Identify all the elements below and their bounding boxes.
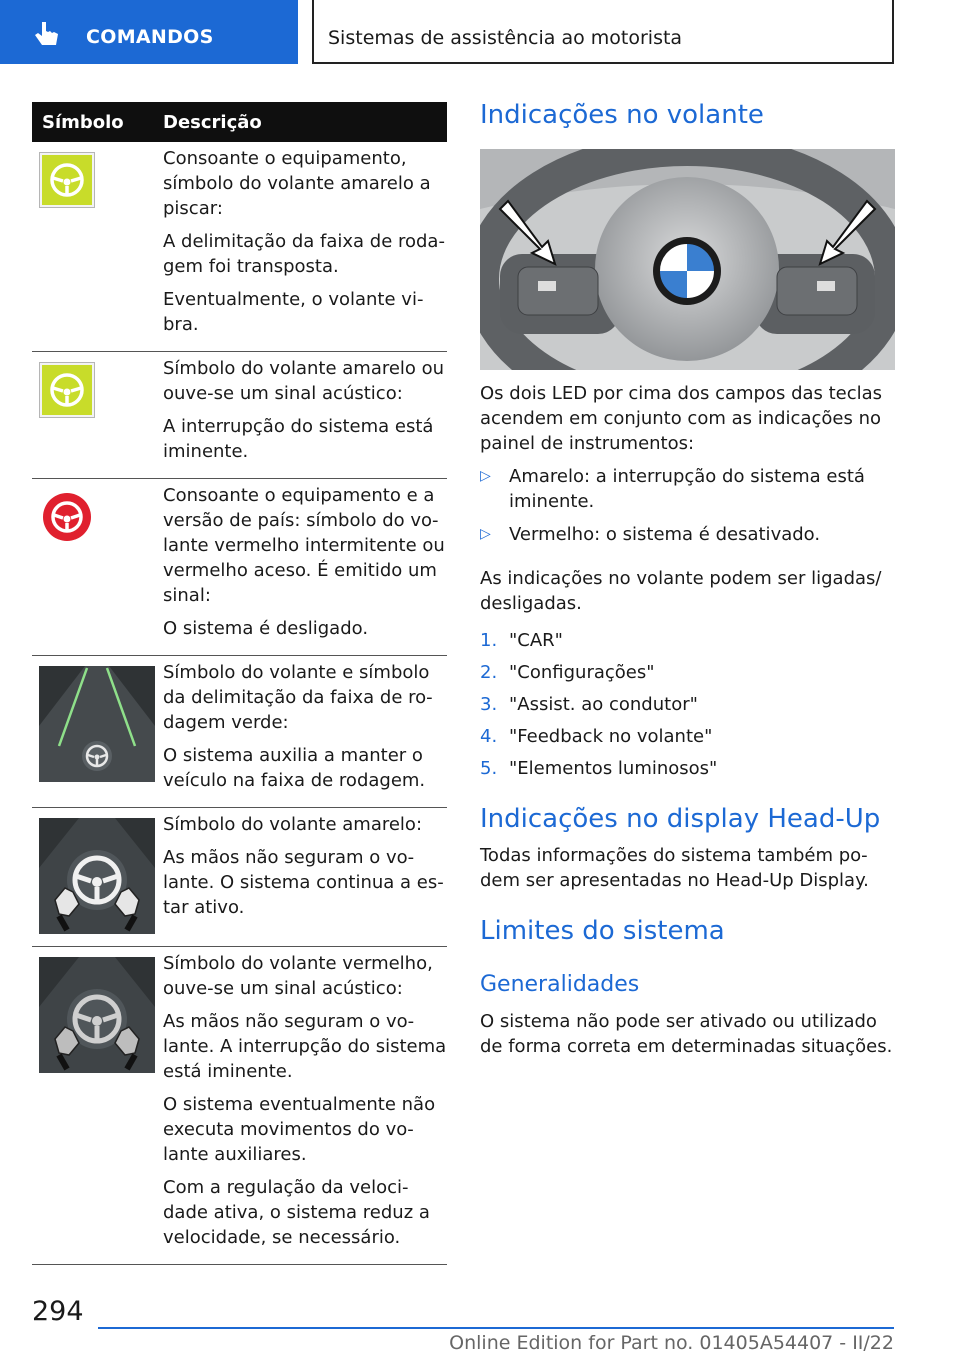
list-item <box>480 724 927 749</box>
row-text: Consoante o equipamento e a versão de país: símbolo do vo‐lante vermelho intermitente ou vermelho aceso. É emitido um sinal: <box>163 485 445 606</box>
col-description-header: Descrição <box>163 112 262 133</box>
section-header <box>312 0 894 64</box>
list-item <box>480 692 927 717</box>
row-text: O sistema é desligado. <box>163 618 369 639</box>
row-text: O sistema eventualmente não executa movimentos do vo‐lante auxiliares. <box>163 1094 436 1165</box>
table-row <box>32 142 447 352</box>
list-item <box>480 522 927 547</box>
toggle-paragraph: As indicações no volante podem ser ligadas/ desligadas. <box>480 568 882 614</box>
table-row <box>32 352 447 479</box>
hands-off-wheel-yellow-icon <box>39 818 155 934</box>
pointing-hand-icon <box>30 20 64 48</box>
row-text: Símbolo do volante vermelho, ouve-se um sinal acústico: <box>163 953 433 999</box>
list-item <box>480 464 927 514</box>
row-text: Símbolo do volante amarelo ou ouve-se um sinal acústico: <box>163 358 445 404</box>
bullet-triangle-icon: ▷ <box>480 468 491 484</box>
bullet-text: Amarelo: a interrupção do sistema está iminente. <box>509 466 865 512</box>
chapter-tab[interactable] <box>0 0 298 64</box>
steering-wheel-yellow-icon <box>39 362 95 418</box>
list-item <box>480 628 927 653</box>
hud-paragraph: Todas informações do sistema também po‐dem ser apresentadas no Head-Up Display. <box>480 845 869 891</box>
steering-wheel-red-icon <box>39 489 95 545</box>
list-item <box>480 660 927 685</box>
page-number: 294 <box>32 1296 84 1327</box>
heading-head-up-display: Indicações no display Head-Up <box>480 804 881 834</box>
step-number: 4. <box>480 726 498 747</box>
table-row <box>32 947 447 1265</box>
row-text: As mãos não seguram o vo‐lante. A interrupção do sistema está iminente. <box>163 1011 447 1082</box>
row-text: A interrupção do sistema está iminente. <box>163 416 434 462</box>
step-number: 3. <box>480 694 498 715</box>
row-text: O sistema auxilia a manter o veículo na faixa de rodagem. <box>163 745 426 791</box>
row-text: Eventualmente, o volante vi‐bra. <box>163 289 424 335</box>
row-text: As mãos não seguram o vo‐lante. O sistema continua a es‐tar ativo. <box>163 847 444 918</box>
steering-wheel-photo <box>480 149 895 370</box>
step-number: 2. <box>480 662 498 683</box>
chapter-tab-label: COMANDOS <box>86 26 214 48</box>
table-row <box>32 808 447 947</box>
list-item <box>480 756 927 781</box>
step-number: 5. <box>480 758 498 779</box>
row-text: Símbolo do volante amarelo: <box>163 814 423 835</box>
col-symbol-header: Símbolo <box>42 112 124 133</box>
subheading-general: Generalidades <box>480 972 640 997</box>
step-text: "Feedback no volante" <box>509 726 713 747</box>
step-number: 1. <box>480 630 498 651</box>
led-paragraph: Os dois LED por cima dos campos das teclas acendem em conjunto com as indicações no painel de instrumentos: <box>480 383 883 454</box>
section-title: Sistemas de assistência ao motorista <box>328 27 683 49</box>
edition-footer: Online Edition for Part no. 01405A54407 - II/22 <box>449 1332 894 1354</box>
lane-display-green-wheel-icon <box>39 666 155 782</box>
step-text: "Configurações" <box>509 662 655 683</box>
step-text: "Assist. ao condutor" <box>509 694 698 715</box>
hands-off-wheel-red-icon <box>39 957 155 1073</box>
row-text: Com a regulação da veloci‐dade ativa, o sistema reduz a velocidade, se necessário. <box>163 1177 430 1248</box>
footer-divider <box>98 1327 894 1329</box>
bullet-triangle-icon: ▷ <box>480 526 491 542</box>
step-text: "Elementos luminosos" <box>509 758 718 779</box>
steering-wheel-yellow-icon <box>39 152 95 208</box>
heading-steering-indications: Indicações no volante <box>480 100 764 130</box>
step-text: "CAR" <box>509 630 563 651</box>
table-header <box>32 102 447 142</box>
symbol-table <box>32 102 447 1265</box>
row-text: Símbolo do volante e símbolo da delimitação da faixa de ro‐dagem verde: <box>163 662 433 733</box>
table-row <box>32 479 447 656</box>
row-text: A delimitação da faixa de roda‐gem foi transposta. <box>163 231 445 277</box>
bullet-text: Vermelho: o sistema é desativado. <box>509 524 821 545</box>
heading-system-limits: Limites do sistema <box>480 916 725 946</box>
row-text: Consoante o equipamento, símbolo do volante amarelo a piscar: <box>163 148 431 219</box>
limits-paragraph: O sistema não pode ser ativado ou utilizado de forma correta em determinadas situações. <box>480 1011 893 1057</box>
table-row <box>32 656 447 808</box>
